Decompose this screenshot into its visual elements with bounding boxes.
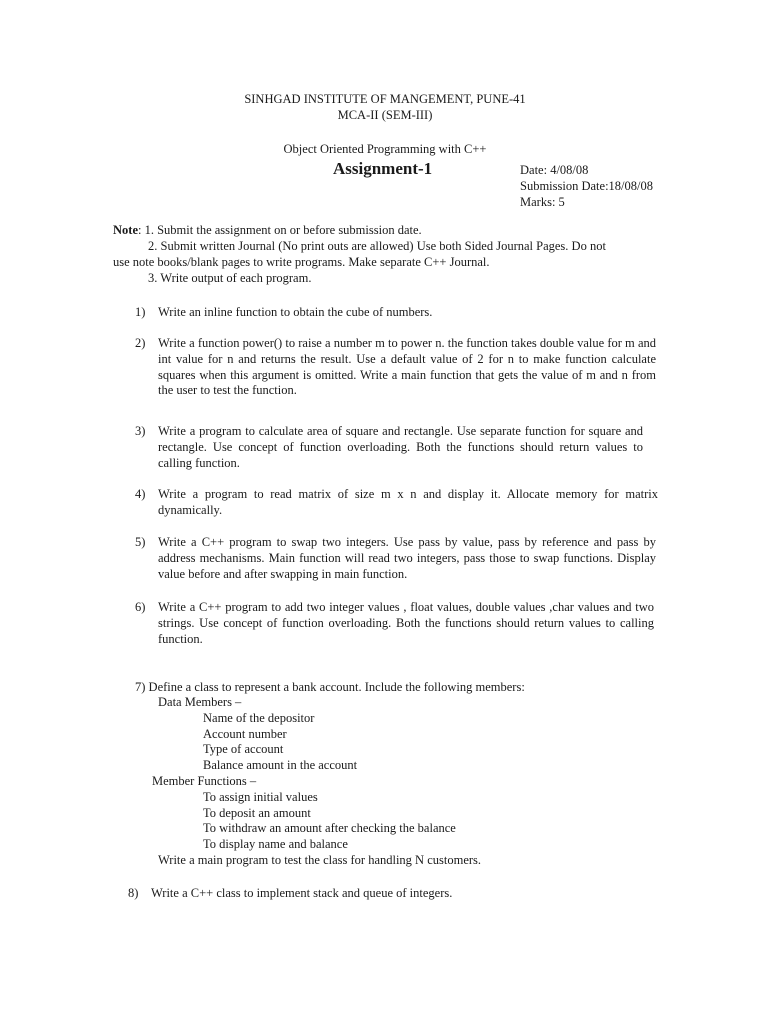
question-3-number: 3) [135,424,146,438]
question-7-closing: Write a main program to test the class for handling N customers. [158,853,482,867]
question-8-text: Write a C++ class to implement stack and queue of integers. [151,886,453,900]
member-function-item: To display name and balance [203,837,348,851]
submission-date: Submission Date:18/08/08 [520,179,653,193]
data-members-label: Data Members – [158,695,242,709]
assignment-title: Assignment-1 [333,159,433,178]
note-line-1 [113,223,422,239]
data-member-item: Balance amount in the account [203,758,358,772]
note-line-3: 3. Write output of each program. [148,271,312,285]
assignment-date: Date: 4/08/08 [520,163,589,177]
note-text-1: : 1. Submit the assignment on or before submission date. [138,223,422,237]
note-line-2b: use note books/blank pages to write programs. Make separate C++ Journal. [113,255,490,269]
question-2-text: Write a function power() to raise a number m to power n. the function takes double value for m and int value for n and returns the result. Use a default value of 2 for n to make function calculate squares when this argument is omitted. Write a main function that gets the value of m and n from the user to test the function. [158,336,656,398]
data-member-item: Account number [203,727,287,741]
data-member-item: Name of the depositor [203,711,315,725]
question-6-text: Write a C++ program to add two integer values , float values, double values ,char values and two strings. Use concept of function overloading. Both the functions should return values to calling function. [158,600,654,646]
question-4-text: Write a program to read matrix of size m x n and display it. Allocate memory for matrix dynamically. [158,487,658,517]
question-6-number: 6) [135,600,146,614]
subject-name: Object Oriented Programming with C++ [283,142,487,156]
note-label: Note [113,223,138,237]
institute-name: SINHGAD INSTITUTE OF MANGEMENT, PUNE-41 [244,92,526,106]
question-5-text: Write a C++ program to swap two integers. Use pass by value, pass by reference and pass by address mechanisms. Main function will read two integers, pass those to swap functions. Display value before and after swapping in main function. [158,535,656,581]
member-function-item: To withdraw an amount after checking the balance [203,821,456,835]
question-2-number: 2) [135,336,146,350]
question-8-number: 8) [128,886,139,900]
question-4-number: 4) [135,487,146,501]
member-function-item: To deposit an amount [203,806,311,820]
data-member-item: Type of account [203,742,284,756]
question-3-text: Write a program to calculate area of square and rectangle. Use separate function for square and rectangle. Use concept of function overloading. Both the functions should return values to calling function. [158,424,643,470]
note-line-2a: 2. Submit written Journal (No print outs are allowed) Use both Sided Journal Pages. Do not [148,239,606,253]
member-functions-label: Member Functions – [152,774,257,788]
question-5-number: 5) [135,535,146,549]
question-1-number: 1) [135,305,146,319]
member-function-item: To assign initial values [203,790,318,804]
question-1-text: Write an inline function to obtain the cube of numbers. [158,305,433,319]
course-name: MCA-II (SEM-III) [337,108,433,122]
marks: Marks: 5 [520,195,565,209]
question-7-intro: 7) Define a class to represent a bank account. Include the following members: [135,680,525,694]
